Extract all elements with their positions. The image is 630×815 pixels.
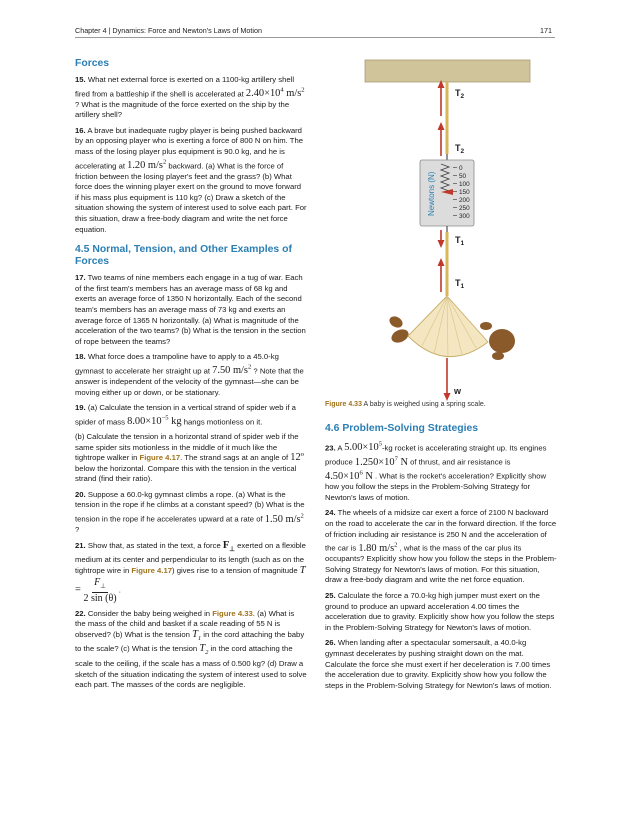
label-t1-low: $T_1$ xyxy=(455,278,465,290)
scale-tick-label: 150 xyxy=(459,189,470,196)
problem-23: 23. A $5.00\times 10^5-kg$ rocket is accelerating straight up. Its engines produce $1.250\times 10^7$ N of thrust, and air resistance is $4.50\times 10^6$ N . What is the rocket's acceleration? Explicitly show how you follow the steps in the Problem-Solving Strategy for Newton's laws of motion. xyxy=(325,441,547,502)
weight-arrow xyxy=(444,358,451,401)
math-fraction: $\frac{F_\perp}{2 \sin (\theta)}$ xyxy=(83,576,117,604)
scale-tick-label: 200 xyxy=(459,197,470,204)
section-title-4-6: 4.6 Problem-Solving Strategies xyxy=(325,423,479,434)
label-t1-mid: $T_1$ xyxy=(455,235,465,247)
math-thrust: $1.250\times 10^7$ N xyxy=(354,455,408,468)
problem-15: 15. What net external force is exerted on a 1100-kg artillery shell fired from a battleship if the shell is accelerated at $2.40\times 10^4$ $m/s^2$ ? What is the magnitude of the force exerted on the ship by the artillery shell? xyxy=(75,75,305,120)
problem-number: 24. xyxy=(325,508,336,518)
right-column xyxy=(325,400,557,696)
problem-number: 21. xyxy=(75,540,86,550)
left-column xyxy=(75,58,307,696)
problem-19: 19. (a) Calculate the tension in a vertical strand of spider web if a spider of mass $8.00\times 10^{-5}$ kg hangs motionless on it. (b) Calculate the tension in a horizontal strand of spider web if the same spider sits motionless in the middle of it much like the tightrope walker in Figure 4.17. The strand sags at an angle of 12º below the horizontal. Compare this with the tension in the vertical strand (find their ratio). xyxy=(75,403,304,484)
problem-number: 19. xyxy=(75,403,86,413)
problem-25: 25. Calculate the force a 70.0-kg high jumper must exert on the ground to produce an upward acceleration 4.00 times the acceleration due to gravity. Explicitly show how you follow the steps in the Problem-Solving Strategy for Newton's laws of motion. xyxy=(325,591,555,632)
scale-tick-label: 0 xyxy=(459,165,463,172)
problem-number: 22. xyxy=(75,608,86,618)
tension-1-lower-arrow xyxy=(438,258,445,292)
figure-link[interactable]: Figure 4.17 xyxy=(131,565,172,575)
problem-20: 20. Suppose a 60.0-kg gymnast climbs a rope. (a) What is the tension in the rope if he climbs at a constant speed? (b) What is the tension in the rope if he accelerates upward at a rate of 1.50 $m/s^2$ ? xyxy=(75,489,305,535)
problem-21: 21. Show that, as stated in the text, a force $F_\perp$ exerted on a flexible medium at its center and perpendicular to its length (such as on the tightrope wire in Figure 4.17) gives rise to a tension of magnitude T = $\frac{F_\perp}{2 \sin (\theta)}$ . xyxy=(75,539,306,604)
label-t2-top: $T_2$ xyxy=(455,88,465,100)
math-acceleration: 1.50 $m/s^2$ xyxy=(264,512,304,525)
problem-number: 25. xyxy=(325,591,336,600)
math-spider-mass: $8.00\times 10^{-5}$ kg xyxy=(127,414,182,428)
tension-2-upper-arrow xyxy=(438,80,445,116)
problem-17: 17. Two teams of nine members each engage in a tug of war. Each of the first team's members has an average mass of 68 kg and exerts an average force of 1350 N horizontally. Each of the second team's members has an average mass of 73 kg and exerts an average force of 1365 N horizontally. (a) What is magnitude of the acceleration of the two teams? (b) What is the tension in the section of rope between the teams? xyxy=(75,273,306,346)
problem-number: 26. xyxy=(325,638,336,648)
running-header: Chapter 4 | Dynamics: Force and Newton's Laws of Motion xyxy=(75,26,263,35)
math-tension-1: $T_1$ xyxy=(192,628,202,642)
problem-number: 17. xyxy=(75,273,86,283)
problem-number: 15. xyxy=(75,75,86,84)
math-acceleration: 7.50 $m/s^2$ xyxy=(212,364,252,377)
problem-18: 18. What force does a trampoline have to apply to a 45.0-kg gymnast to accelerate her straight up at 7.50 $m/s^2$ ? Note that the answer is independent of the velocity of the gymnast—she can be moving either up or down, or be stationary. xyxy=(75,352,304,397)
ceiling xyxy=(365,60,530,82)
scale-tick-label: 250 xyxy=(459,205,470,212)
scale-tick-label: 100 xyxy=(459,181,470,188)
figure-caption: Figure 4.33 A baby is weighed using a spring scale. xyxy=(325,401,486,408)
math-acceleration: 1.80 $m/s^2$ xyxy=(358,541,398,554)
figure-spring-scale xyxy=(330,56,560,406)
math-angle: 12º xyxy=(290,452,304,464)
math-rocket-mass: $5.00\times 10^5$ xyxy=(344,441,382,454)
math-acceleration: 1.20 $m/s^2$ xyxy=(127,158,167,172)
problem-number: 23. xyxy=(325,443,336,453)
scale-tick-label: 300 xyxy=(459,213,470,220)
tension-2-lower-arrow xyxy=(438,122,445,156)
problem-number: 18. xyxy=(75,352,86,362)
header-rule xyxy=(75,37,555,38)
problem-22: 22. Consider the baby being weighed in Figure 4.33. (a) What is the mass of the child and basket if a scale reading of 55 N is observed? (b) What is the tension $T_1$ in the cord attaching the baby to the scale? (c) What is the tension $T_2$ in the cord attaching the scale to the ceiling, if the scale has a mass of 0.500 kg? (d) Draw a sketch of the situation indicating the system of interest used to solve each part. The masses of the cords are negligible. xyxy=(75,608,307,690)
section-title-forces: Forces xyxy=(75,58,110,69)
problem-24: 24. The wheels of a midsize car exert a force of 2100 N backward on the road to accelerate the car in the forward direction. If the force of friction including air resistance is 250 N and the acceleration of the car is 1.80 $m/s^2$ , what is the mass of the car plus its occupants? Explicitly show how you follow the steps in the Problem-Solving Strategy for Newton's laws of motion. For this situation, draw a free-body diagram and write the net force equation. xyxy=(325,508,557,585)
math-air-resistance: $4.50\times 10^6$ N xyxy=(325,469,373,482)
figure-link[interactable]: Figure 4.33 xyxy=(212,608,253,618)
label-t2-mid: $T_2$ xyxy=(455,143,465,155)
tension-1-upper-arrow xyxy=(438,230,445,248)
problem-16: 16. A brave but inadequate rugby player is being pushed backward by an opposing player who is exerting a force of 800 N on him. The mass of the losing player plus equipment is 90.0 kg, and he is accelerating at 1.20 $m/s^2$ backward. (a) What is the force of friction between the losing player's feet and the grass? (b) What force does the winning player exert on the ground to move forward if his mass plus equipment is 110 kg? (c) Draw a sketch of the situation showing the system of interest used to solve each part. For this situation, draw a free-body diagram and write the net force equation. xyxy=(75,125,307,234)
math-acceleration: $2.40\times 10^4$ $m/s^2$ xyxy=(245,86,305,100)
math-tension-2: $T_2$ xyxy=(199,643,209,657)
math-force-perp: $F_\perp$ xyxy=(222,539,235,553)
scale-axis-label: Newtons (N) xyxy=(427,171,436,216)
scale-tick-label: 50 xyxy=(459,173,467,180)
figure-link[interactable]: Figure 4.17 xyxy=(139,453,181,463)
problem-number: 16. xyxy=(75,125,86,135)
page-number: 171 xyxy=(540,26,552,35)
problem-26: 26. When landing after a spectacular somersault, a 40.0-kg gymnast decelerates by pushing straight down on the mat. Calculate the force she must exert if her deceleration is 7.00 times the acceleration due to gravity. Explicitly show how you follow the steps in the Problem-Solving Strategy for Newton's laws of motion. xyxy=(325,638,552,690)
problem-number: 20. xyxy=(75,489,86,499)
label-weight: w xyxy=(454,386,462,396)
section-title-4-5: 4.5 Normal, Tension, and Other Examples of Forces xyxy=(75,244,292,268)
